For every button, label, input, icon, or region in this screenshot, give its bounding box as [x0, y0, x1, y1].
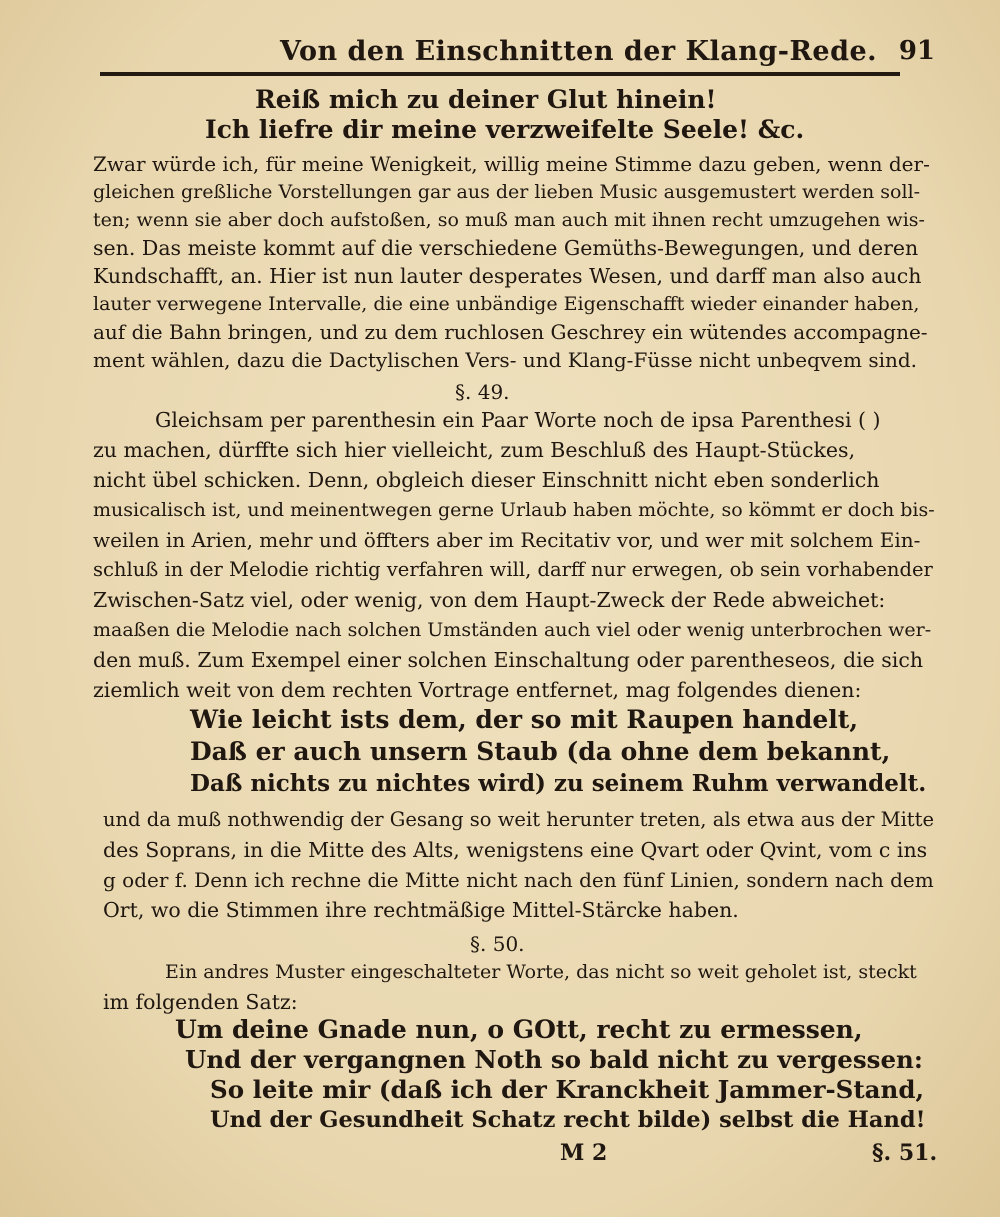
text-line: den muß. Zum Exempel einer solchen Einschaltung oder parentheseos, die sich: [93, 648, 924, 672]
section-number: §. 49.: [455, 380, 510, 404]
text-line: Zwar würde ich, für meine Wenigkeit, willig meine Stimme dazu geben, wenn der-: [93, 152, 930, 176]
text-line: maaßen die Melodie nach solchen Umständen auch viel oder wenig unterbrochen wer-: [93, 619, 932, 641]
verse-line: Daß er auch unsern Staub (da ohne dem bekannt,: [190, 737, 891, 766]
verse-line: Und der Gesundheit Schatz recht bilde) selbst die Hand!: [210, 1107, 926, 1133]
text-line: Ein andres Muster eingeschalteter Worte, das nicht so weit geholet ist, steckt: [165, 961, 917, 983]
text-line: sen. Das meiste kommt auf die verschiedene Gemüths-Bewegungen, und deren: [93, 236, 919, 260]
catchword: §. 51.: [872, 1140, 938, 1166]
verse-line: Wie leicht ists dem, der so mit Raupen handelt,: [190, 705, 859, 734]
text-line: zu machen, dürffte sich hier vielleicht, zum Beschluß des Haupt-Stückes,: [93, 438, 856, 462]
verse-line: Reiß mich zu deiner Glut hinein!: [255, 85, 717, 114]
verse-line: Daß nichts zu nichtes wird) zu seinem Ruhm verwandelt.: [190, 770, 927, 797]
header-rule: [100, 72, 900, 76]
verse-line: Ich liefre dir meine verzweifelte Seele! &c.: [205, 115, 805, 144]
running-title: Von den Einschnitten der Klang-Rede.: [280, 36, 878, 67]
text-line: ziemlich weit von dem rechten Vortrage entfernet, mag folgendes dienen:: [93, 678, 862, 702]
text-line: Gleichsam per parenthesin ein Paar Worte noch de ipsa Parenthesi ( ): [155, 408, 881, 432]
text-line: weilen in Arien, mehr und öffters aber im Recitativ vor, und wer mit solchem Ein-: [93, 528, 921, 552]
verse-line: Um deine Gnade nun, o GOtt, recht zu ermessen,: [175, 1015, 863, 1044]
section-number: §. 50.: [470, 932, 525, 956]
text-line: Kundschafft, an. Hier ist nun lauter desperates Wesen, und darff man also auch: [93, 264, 922, 288]
text-line: g oder f. Denn ich rechne die Mitte nicht nach den fünf Linien, sondern nach dem: [103, 868, 934, 892]
text-line: im folgenden Satz:: [103, 990, 298, 1014]
text-line: Ort, wo die Stimmen ihre rechtmäßige Mittel-Stärcke haben.: [103, 898, 739, 922]
text-line: gleichen greßliche Vorstellungen gar aus der lieben Music ausgemustert werden soll-: [93, 181, 921, 203]
text-line: des Soprans, in die Mitte des Alts, wenigstens eine Qvart oder Qvint, vom c ins: [103, 838, 928, 862]
signature-mark: M 2: [560, 1140, 608, 1166]
text-line: auf die Bahn bringen, und zu dem ruchlosen Geschrey ein wütendes accompagne-: [93, 320, 928, 344]
page-number: 91: [898, 36, 935, 66]
text-line: lauter verwegene Intervalle, die eine unbändige Eigenschafft wieder einander haben,: [93, 293, 920, 315]
text-line: und da muß nothwendig der Gesang so weit herunter treten, als etwa aus der Mitte: [103, 808, 935, 831]
text-line: ten; wenn sie aber doch aufstoßen, so muß man auch mit ihnen recht umzugehen wis-: [93, 209, 925, 231]
text-line: nicht übel schicken. Denn, obgleich dieser Einschnitt nicht eben sonderlich: [93, 468, 880, 492]
verse-line: So leite mir (daß ich der Kranckheit Jammer-Stand,: [210, 1075, 925, 1104]
text-line: ment wählen, dazu die Dactylischen Vers- und Klang-Füsse nicht unbeqvem sind.: [93, 348, 918, 372]
verse-line: Und der vergangnen Noth so bald nicht zu vergessen:: [185, 1045, 923, 1074]
text-line: schluß in der Melodie richtig verfahren will, darff nur erwegen, ob sein vorhabender: [93, 558, 933, 581]
text-line: musicalisch ist, und meinentwegen gerne Urlaub haben möchte, so kömmt er doch bis-: [93, 499, 935, 521]
text-line: Zwischen-Satz viel, oder wenig, von dem Haupt-Zweck der Rede abweichet:: [93, 588, 886, 612]
running-header: [105, 30, 935, 70]
